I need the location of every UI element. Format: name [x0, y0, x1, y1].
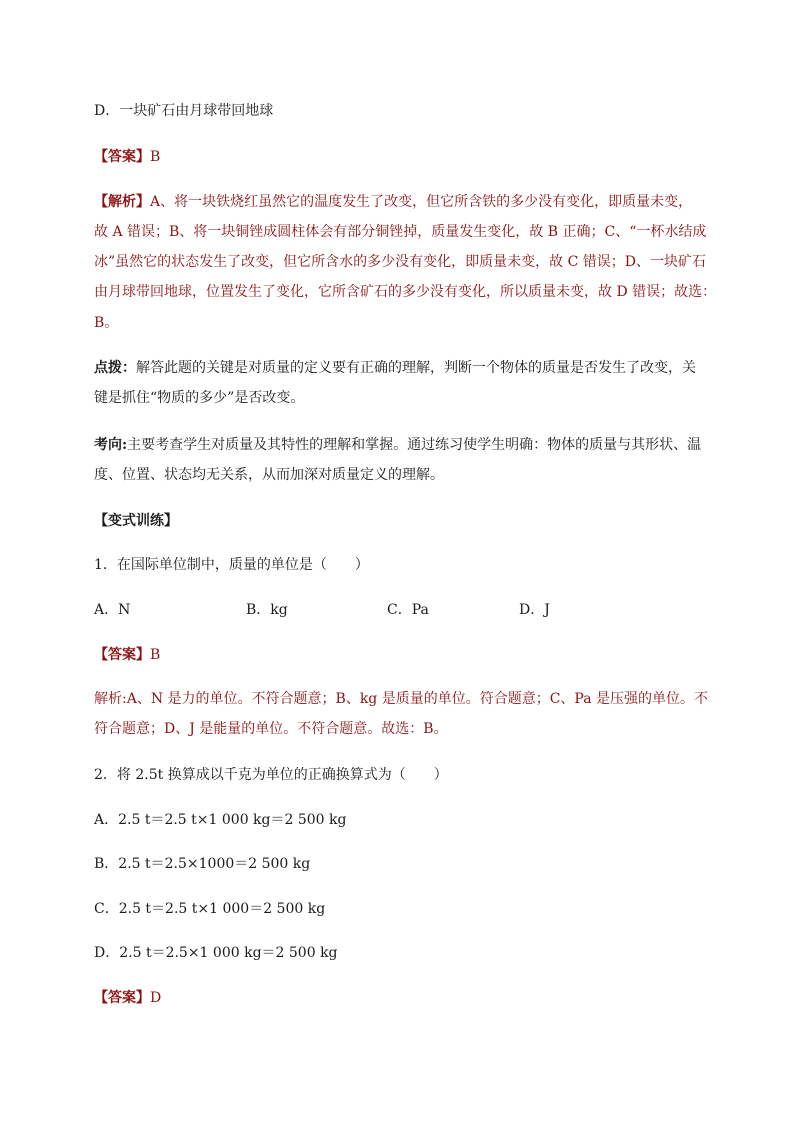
answer-label: 【答案】	[94, 149, 150, 165]
analysis-line-5: B。	[94, 315, 119, 331]
q2-answer-label: 【答案】	[94, 990, 150, 1006]
q1-answer-label: 【答案】	[94, 647, 150, 663]
focus-line-2: 度、位置、状态均无关系，从而加深对质量定义的理解。	[94, 467, 444, 483]
analysis-line-4: 由月球带回地球，位置发生了变化，它所含矿石的多少没有变化，所以质量未变，故 D 错误；故选：	[94, 284, 717, 300]
analysis-line-2: 故 A 错误；B、将一块铜锉成圆柱体会有部分铜锉掉，质量发生变化，故 B 正确；C、“一杯水结成	[94, 224, 707, 240]
analysis-label: 【解析】	[94, 194, 150, 210]
q2-answer-line	[94, 989, 161, 1007]
q1-stem: 1．在国际单位制中，质量的单位是（ ）	[94, 557, 369, 573]
answer-line-prev	[94, 148, 160, 166]
q1-analysis-line-2: 符合题意；D、J 是能量的单位。不符合题意。故选：B。	[94, 721, 448, 737]
focus-label: 考向:	[94, 437, 128, 453]
q1-answer-line	[94, 646, 160, 664]
q1-options	[94, 601, 704, 619]
q2-option-d: D．2.5 t＝2.5×1 000 kg＝2 500 kg	[94, 945, 338, 961]
q1-option-c: C．Pa	[387, 602, 429, 618]
q1-option-a: A．N	[94, 602, 131, 618]
analysis-line-1	[94, 193, 692, 211]
q1-answer-value: B	[150, 647, 161, 663]
focus-line-1	[94, 436, 701, 454]
q1-analysis-line-1: 解析:A、N 是力的单位。不符合题意；B、kg 是质量的单位。符合题意；C、Pa 是压强的单位。不	[94, 691, 709, 707]
q1-option-b: B．kg	[246, 602, 288, 618]
q2-answer-value: D	[150, 990, 162, 1006]
q2-option-c: C．2.5 t＝2.5 t×1 000＝2 500 kg	[94, 901, 326, 917]
q2-stem: 2．将 2.5t 换算成以千克为单位的正确换算式为（ ）	[94, 767, 448, 783]
tip-text: 解答此题的关键是对质量的定义要有正确的理解，判断一个物体的质量是否发生了改变，关	[136, 360, 696, 376]
q1-option-d: D．J	[519, 602, 550, 618]
analysis-text: A、将一块铁烧红虽然它的温度发生了改变，但它所含铁的多少没有变化，即质量未变，	[150, 194, 693, 210]
focus-text: 主要考查学生对质量及其特性的理解和掌握。通过练习使学生明确：物体的质量与其形状、温	[127, 437, 702, 453]
tip-line-1	[94, 359, 696, 377]
q2-option-b: B．2.5 t＝2.5×1000＝2 500 kg	[94, 856, 311, 872]
analysis-line-3: 冰”虽然它的状态发生了改变，但它所含水的多少没有变化，即质量未变，故 C 错误；D、一块矿石	[94, 254, 706, 270]
tip-line-2: 键是抓住“物质的多少”是否改变。	[94, 390, 305, 406]
option-d-prev: D．一块矿石由月球带回地球	[94, 103, 274, 119]
tip-label: 点拨：	[94, 360, 136, 376]
q2-option-a: A．2.5 t＝2.5 t×1 000 kg＝2 500 kg	[94, 812, 347, 828]
answer-value: B	[150, 149, 161, 165]
section-title: 【变式训练】	[94, 513, 178, 529]
